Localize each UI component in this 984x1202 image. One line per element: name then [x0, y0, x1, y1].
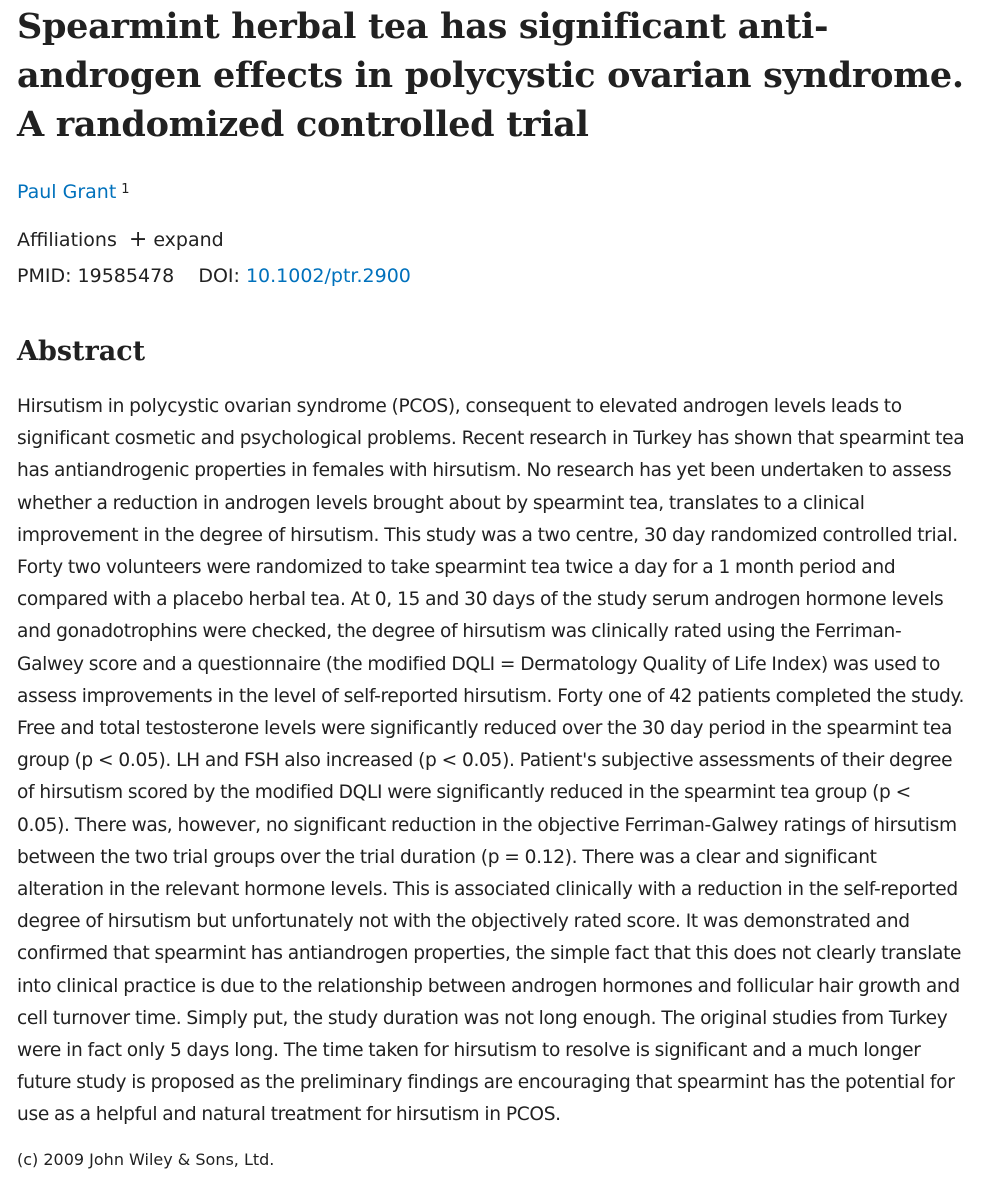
affiliations-label: Affiliations	[17, 229, 117, 251]
copyright-notice: (c) 2009 John Wiley & Sons, Ltd.	[17, 1149, 275, 1169]
doi-link[interactable]: 10.1002/ptr.2900	[245, 265, 411, 287]
article-page	[0, 2, 984, 1171]
doi-label: DOI:	[198, 265, 240, 287]
author-affiliation-ref[interactable]: 1	[121, 181, 130, 197]
plus-icon: +	[128, 227, 148, 252]
expand-label[interactable]: expand	[153, 229, 224, 251]
author-list	[17, 179, 967, 205]
affiliations-toggle[interactable]	[17, 227, 967, 253]
article-identifiers	[17, 263, 967, 289]
abstract-text: Hirsutism in polycystic ovarian syndrome (PCOS), consequent to elevated androgen levels leads to significant cosmetic and psychological problems. Recent research in Turkey has shown that spearmint tea has antiandrogenic properties in females with hirsutism. No research has yet been undertaken to assess whether a reduction in androgen levels brought about by spearmint tea, translates to a clinical improvement in the degree of hirsutism. This study was a two centre, 30 day randomized controlled trial. Forty two volunteers were randomized to take spearmint tea twice a day for a 1 month period and compared with a placebo herbal tea. At 0, 15 and 30 days of the study serum androgen hormone levels and gonadotrophins were checked, the degree of hirsutism was clinically rated using the Ferriman-Galwey score and a questionnaire (the modified DQLI = Dermatology Quality of Life Index) was used to assess improvements in the level of self-reported hirsutism. Forty one of 42 patients completed the study. Free and total testosterone levels were significantly reduced over the 30 day period in the spearmint tea group (p < 0.05). LH and FSH also increased (p < 0.05). Patient's subjective assessments of their degree of hirsutism scored by the modified DQLI were significantly reduced in the spearmint tea group (p < 0.05). There was, however, no significant reduction in the objective Ferriman-Galwey ratings of hirsutism between the two trial groups over the trial duration (p = 0.12). There was a clear and significant alteration in the relevant hormone levels. This is associated clinically with a reduction in the self-reported degree of hirsutism but unfortunately not with the objectively rated score. It was demonstrated and confirmed that spearmint has antiandrogen properties, the simple fact that this does not clearly translate into clinical practice is due to the relationship between androgen hormones and follicular hair growth and cell turnover time. Simply put, the study duration was not long enough. The original studies from Turkey were in fact only 5 days long. The time taken for hirsutism to resolve is significant and a much longer future study is proposed as the preliminary findings are encouraging that spearmint has the potential for use as a helpful and natural treatment for hirsutism in PCOS.	[17, 396, 965, 1126]
article-title: Spearmint herbal tea has significant anti-androgen effects in polycystic ovarian syndrome. A randomized controlled trial	[17, 6, 964, 145]
abstract-heading: Abstract	[17, 336, 146, 367]
author-link[interactable]: Paul Grant	[17, 181, 117, 203]
pmid-label: PMID:	[17, 265, 72, 287]
pmid-value: 19585478	[77, 265, 175, 287]
